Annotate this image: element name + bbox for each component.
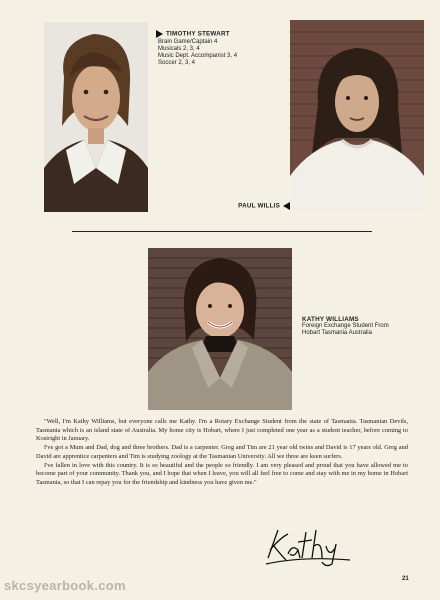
timothy-stewart-photo (44, 22, 148, 212)
paul-willis-photo (290, 20, 424, 210)
section-divider (72, 231, 372, 232)
page-number: 21 (402, 576, 409, 582)
letter-paragraph: "Well, I'm Kathy Williams, but everyone calls me Kathy. I'm a Rotary Exchange Student from the state of Tasmania. Tasmanian Devils, Tasmania which is an island state of Australia. My home city is Hobart, where I just completed one year as a student teacher, before coming to Kostright in January. (36, 418, 408, 443)
activity-line: Soccer 2, 3, 4 (158, 60, 196, 67)
arrow-left-icon (283, 202, 290, 210)
timothy-stewart-caption (156, 30, 276, 68)
letter-paragraph: I've fallen in love with this country. It is so beautiful and the people so friendly. I am very pleased and proud that you have allowed me to become part of your community. Thank you, and I hope that when I leave, you will all feel free to come and stay with me in my home in Hobart Tasmania, so that I can repay you for the friendship and kindness you have given me." (36, 461, 408, 486)
kathy-williams-caption (302, 316, 412, 338)
student-name: PAUL WILLIS (238, 202, 280, 210)
activity-line: Brain Game/Captain 4 (158, 38, 218, 45)
student-name: KATHY WILLIAMS (302, 316, 359, 323)
activity-line: Musicals 2, 3, 4 (158, 45, 200, 52)
portrait-illustration (290, 20, 424, 210)
student-name: TIMOTHY STEWART (166, 30, 230, 38)
paul-willis-caption (226, 202, 290, 211)
portrait-illustration (44, 22, 148, 212)
caption-line: Hobart Tasmania Australia (302, 330, 372, 337)
arrow-right-icon (156, 30, 163, 38)
kathy-signature (262, 524, 354, 568)
exchange-student-letter (36, 418, 408, 488)
activity-line: Music Dept. Accompanist 3, 4 (158, 53, 238, 60)
portrait-illustration (148, 248, 292, 410)
caption-line: Foreign Exchange Student From (302, 323, 389, 330)
watermark-text: skcsyearbook.com (4, 578, 126, 593)
kathy-williams-photo (148, 248, 292, 410)
letter-paragraph: I've got a Mum and Dad, dog and three brothers. Dad is a carpenter. Greg and Tim are 21 year old twins and David is 17 years old. Greg and David are apprentice carpenters and Tim is studying zoology at the Tasmanian University. All we three are keen surfers. (36, 444, 408, 460)
